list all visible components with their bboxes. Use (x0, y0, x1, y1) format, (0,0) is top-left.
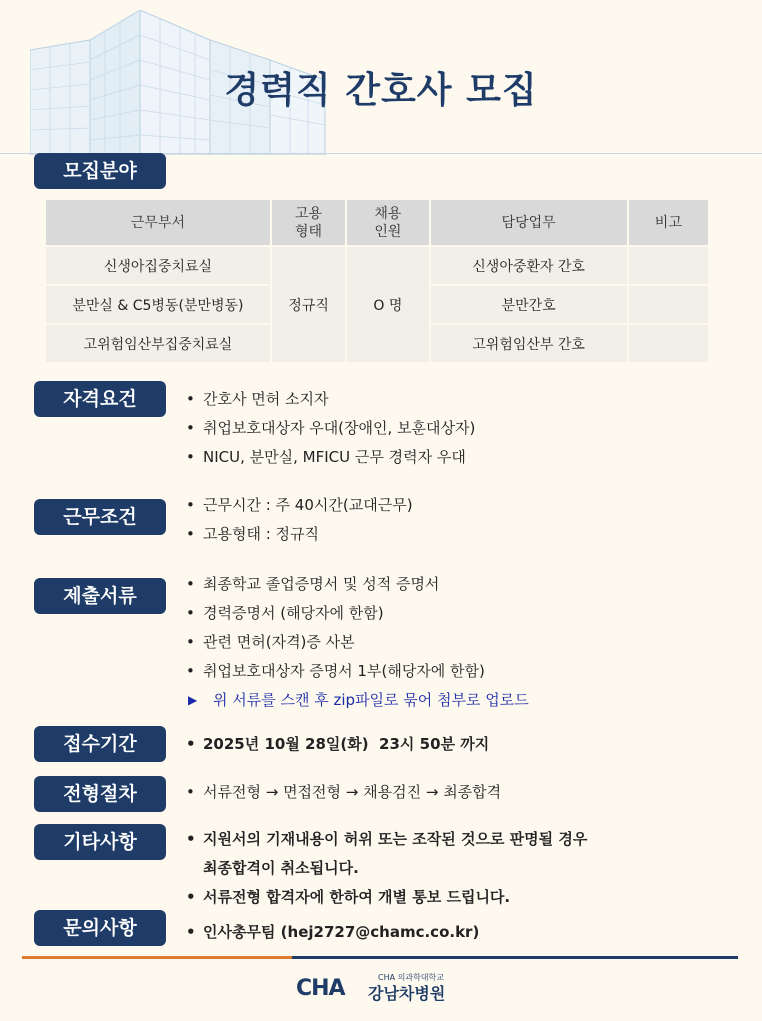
list-item: • 지원서의 기재내용이 허위 또는 조작된 것으로 판명될 경우 (186, 825, 587, 854)
duty-cell: 분만간호 (431, 286, 627, 323)
process-list (186, 778, 501, 807)
list-item: • 최종학교 졸업증명서 및 성적 증명서 (186, 570, 529, 599)
header-headcount: 채용 인원 (347, 200, 428, 245)
recruit-table (44, 198, 710, 364)
logo-mark: CHA (296, 976, 345, 1001)
hospital-logo (296, 972, 476, 1002)
list-item: • 경력증명서 (해당자에 한함) (186, 599, 529, 628)
list-item: • 취업보호대상자 증명서 1부(해당자에 한함) (186, 657, 529, 686)
list-item: • 관련 면허(자격)증 사본 (186, 628, 529, 657)
page-title: 경력직 간호사 모집 (224, 70, 538, 111)
header-remarks: 비고 (629, 200, 708, 245)
list-item: • 간호사 면허 소지자 (186, 385, 475, 414)
header-employment-type: 고용 형태 (272, 200, 345, 245)
duty-cell: 신생아중환자 간호 (431, 247, 627, 284)
process-text: • 서류전형 → 면접전형 → 채용검진 → 최종합격 (186, 778, 501, 807)
conditions-list (186, 491, 413, 549)
section-label-other: 기타사항 (34, 824, 166, 860)
qualification-list (186, 385, 475, 472)
dept-cell: 신생아집중치료실 (46, 247, 270, 284)
header-dept: 근무부서 (46, 200, 270, 245)
logo-university: CHA 의과학대학교 (378, 973, 444, 982)
section-label-inquiry: 문의사항 (34, 910, 166, 946)
section-label-conditions: 근무조건 (34, 499, 166, 535)
inquiry-text: • 인사총무팀 (hej2727@chamc.co.kr) (186, 918, 479, 947)
employment-type-cell: 정규직 (272, 247, 345, 362)
list-item: • NICU, 분만실, MFICU 근무 경력자 우대 (186, 443, 475, 472)
list-item: • 고용형태 : 정규직 (186, 520, 413, 549)
dept-cell: 고위험임산부집중치료실 (46, 325, 270, 362)
period-text: • 2025년 10월 28일(화) 23시 50분 까지 (186, 730, 489, 759)
duty-cell: 고위험임산부 간호 (431, 325, 627, 362)
headcount-cell: O 명 (347, 247, 428, 362)
section-label-process: 전형절차 (34, 776, 166, 812)
section-label-documents: 제출서류 (34, 578, 166, 614)
dept-cell: 분만실 & C5병동(분만병동) (46, 286, 270, 323)
section-label-recruit: 모집분야 (34, 153, 166, 189)
header-duty: 담당업무 (431, 200, 627, 245)
list-item: • 서류전형 합격자에 한하여 개별 통보 드립니다. (186, 883, 587, 912)
table-header-row (46, 200, 708, 245)
section-label-qualification: 자격요건 (34, 381, 166, 417)
remarks-cell (629, 286, 708, 323)
section-label-period: 접수기간 (34, 726, 166, 762)
table-row (46, 247, 708, 284)
period-list (186, 730, 489, 759)
logo-hospital-name: 강남차병원 (368, 984, 446, 1003)
footer-divider-navy (292, 956, 738, 959)
list-item-continuation: 최종합격이 취소됩니다. (203, 859, 359, 877)
footer-divider-orange (22, 956, 292, 959)
list-item: • 근무시간 : 주 40시간(교대근무) (186, 491, 413, 520)
other-list (186, 825, 587, 912)
inquiry-list (186, 918, 479, 947)
remarks-cell (629, 247, 708, 284)
list-item: • 취업보호대상자 우대(장애인, 보훈대상자) (186, 414, 475, 443)
documents-list (186, 570, 529, 715)
remarks-cell (629, 325, 708, 362)
documents-note: ▶ 위 서류를 스캔 후 zip파일로 묶어 첨부로 업로드 (186, 686, 529, 715)
